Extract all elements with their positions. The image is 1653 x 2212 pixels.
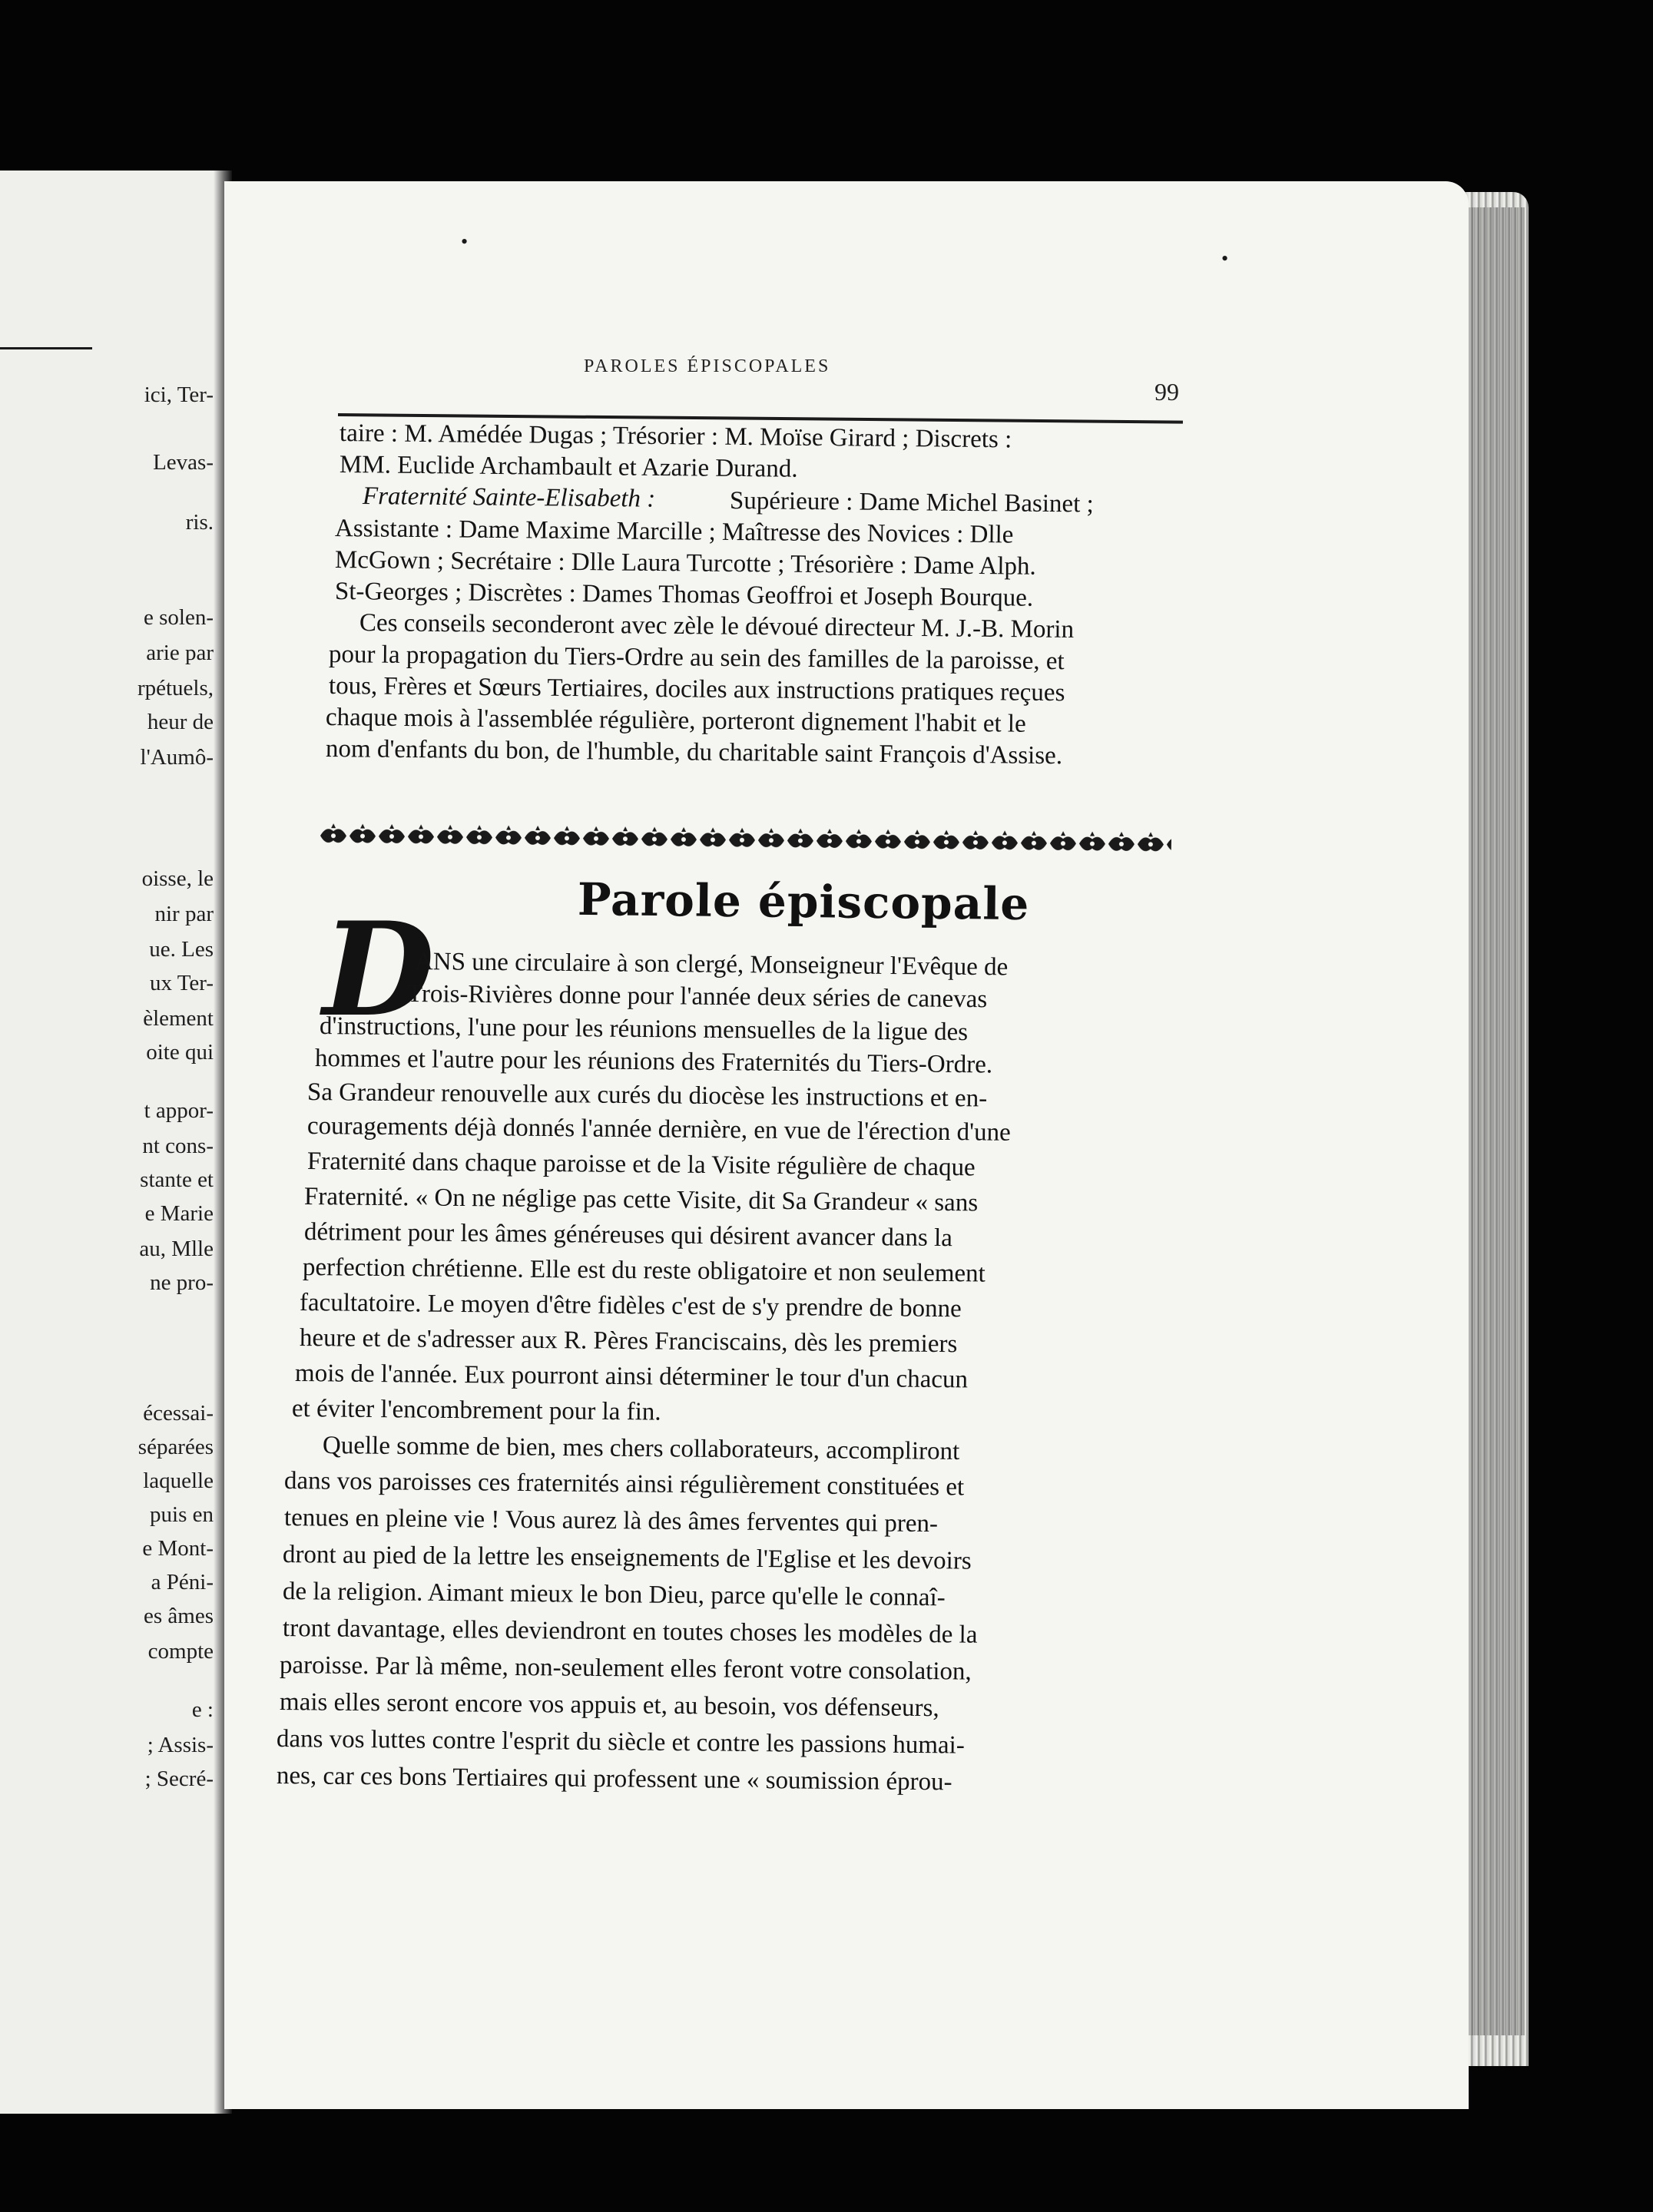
- left-page-line: stante et: [140, 1167, 214, 1192]
- drop-cap: D: [323, 893, 435, 1045]
- text-line: mais elles seront encore vos appuis et, au besoin, vos défenseurs,: [279, 1688, 939, 1723]
- left-page-line: oisse, le: [141, 866, 214, 891]
- text-line: paroisse. Par là même, non-seulement elles feront votre consolation,: [279, 1651, 972, 1686]
- text-line: détriment pour les âmes généreuses qui désirent avancer dans la: [303, 1218, 953, 1253]
- left-page-line: au, Mlle: [139, 1237, 214, 1261]
- text-line: d'instructions, l'une pour les réunions mensuelles de la ligue des: [319, 1012, 969, 1047]
- text-line: MM. Euclide Archambault et Azarie Durand.: [339, 451, 798, 483]
- text-line: Assistante : Dame Maxime Marcille ; Maîtresse des Novices : Dlle: [334, 515, 1014, 549]
- text-line: Fraternité dans chaque paroisse et de la Visite régulière de chaque: [306, 1147, 976, 1182]
- text-line: hommes et l'autre pour les réunions des Fraternités du Tiers-Ordre.: [314, 1045, 993, 1079]
- left-page-line: e :: [191, 1697, 214, 1722]
- left-page-line: ; Assis-: [147, 1733, 214, 1757]
- text-line: tront davantage, elles deviendront en toutes choses les modèles de la: [282, 1614, 978, 1649]
- running-head: PAROLES ÉPISCOPALES: [584, 356, 831, 376]
- text-line: tous, Frères et Sœurs Tertiaires, dociles aux instructions pratiques reçues: [328, 672, 1065, 707]
- left-page-line: e Mont-: [142, 1536, 214, 1561]
- text-line: Sa Grandeur renouvelle aux curés du diocèse les instructions et en-: [306, 1078, 988, 1113]
- left-page-line: es âmes: [144, 1604, 214, 1628]
- speck: •: [1221, 247, 1229, 270]
- text-line: dans vos paroisses ces fraternités ainsi régulièrement constituées et: [283, 1467, 965, 1502]
- text-line: Supérieure : Dame Michel Basinet ;: [729, 487, 1094, 518]
- left-page-line: t appor-: [144, 1098, 214, 1123]
- left-page-line: ici, Ter-: [144, 382, 214, 407]
- text-line: St-Georges ; Discrètes : Dames Thomas Geoffroi et Joseph Bourque.: [334, 578, 1034, 612]
- left-page-line: écessai-: [143, 1401, 214, 1426]
- left-page-line: e solen-: [144, 605, 214, 630]
- text-line: Quelle somme de bien, mes chers collaborateurs, accompliront: [322, 1432, 960, 1465]
- text-line: Trois-Rivières donne pour l'année deux séries de canevas: [406, 980, 988, 1014]
- text-line: de la religion. Aimant mieux le bon Dieu, parce qu'elle le connaî-: [282, 1578, 946, 1612]
- text-line: tenues en pleine vie ! Vous aurez là des âmes ferventes qui pren-: [283, 1504, 939, 1538]
- left-page-line: oite qui: [146, 1040, 214, 1065]
- left-page-line: nt cons-: [142, 1134, 214, 1158]
- text-line: Fraternité Sainte-Elisabeth :: [362, 482, 656, 513]
- page-number: 99: [1154, 378, 1179, 406]
- text-line: dans vos luttes contre l'esprit du siècle et contre les passions humai-: [276, 1725, 965, 1760]
- text-line: Fraternité. « On ne néglige pas cette Visite, dit Sa Grandeur « sans: [303, 1183, 979, 1217]
- left-page-line: compte: [147, 1639, 214, 1664]
- left-page-line: nir par: [154, 902, 214, 926]
- text-line: facultatoire. Le moyen d'être fidèles c'est de s'y prendre de bonne: [299, 1289, 962, 1323]
- left-page-line: Levas-: [153, 450, 214, 475]
- left-page-line: puis en: [150, 1502, 214, 1527]
- left-page-line: ; Secré-: [144, 1767, 214, 1791]
- left-page-line: séparées: [137, 1435, 214, 1459]
- left-page-line: a Péni-: [151, 1570, 214, 1594]
- speck: •: [461, 230, 469, 253]
- left-page-line: e Marie: [144, 1201, 214, 1226]
- text-line: couragements déjà donnés l'année dernière, en vue de l'érection d'une: [306, 1112, 1011, 1147]
- text-line: mois de l'année. Eux pourront ainsi déterminer le tour d'un chacun: [294, 1359, 969, 1394]
- left-page-line: èlement: [143, 1006, 214, 1031]
- left-page-line: ue. Les: [149, 937, 214, 962]
- text-line: et éviter l'encombrement pour la fin.: [291, 1395, 661, 1426]
- left-page-line: ux Ter-: [149, 971, 214, 995]
- text-line: Ces conseils seconderont avec zèle le dévoué directeur M. J.-B. Morin: [359, 609, 1075, 644]
- text-line: McGown ; Secrétaire : Dlle Laura Turcotte ; Trésorière : Dame Alph.: [334, 546, 1036, 581]
- left-page-line: rpétuels,: [137, 676, 214, 700]
- ornamental-divider: [319, 820, 1171, 860]
- text-line: pour la propagation du Tiers-Ordre au sein des familles de la paroisse, et: [328, 641, 1065, 676]
- text-line: heure et de s'adresser aux R. Pères Franciscains, dès les premiers: [299, 1324, 958, 1359]
- article-title: Parole épiscopale: [577, 873, 1030, 931]
- text-line: ANS une circulaire à son clergé, Monseigneur l'Evêque de: [414, 948, 1009, 982]
- left-page-line: ris.: [185, 510, 214, 535]
- text-line: perfection chrétienne. Elle est du reste obligatoire et non seulement: [302, 1253, 986, 1288]
- left-page-line: heur de: [147, 710, 214, 734]
- text-line: dront au pied de la lettre les enseignements de l'Eglise et les devoirs: [282, 1541, 972, 1575]
- text-line: taire : M. Amédée Dugas ; Trésorier : M. Moïse Girard ; Discrets :: [339, 419, 1012, 454]
- left-page-line: laquelle: [143, 1469, 214, 1493]
- text-line: nes, car ces bons Tertiaires qui professent une « soumission éprou-: [276, 1762, 952, 1796]
- text-line: chaque mois à l'assemblée régulière, porteront dignement l'habit et le: [325, 704, 1026, 738]
- left-page-line: l'Aumô-: [140, 745, 214, 770]
- left-page-line: ne pro-: [150, 1270, 214, 1295]
- text-line: nom d'enfants du bon, de l'humble, du charitable saint François d'Assise.: [325, 735, 1063, 770]
- left-page-line: arie par: [146, 641, 214, 665]
